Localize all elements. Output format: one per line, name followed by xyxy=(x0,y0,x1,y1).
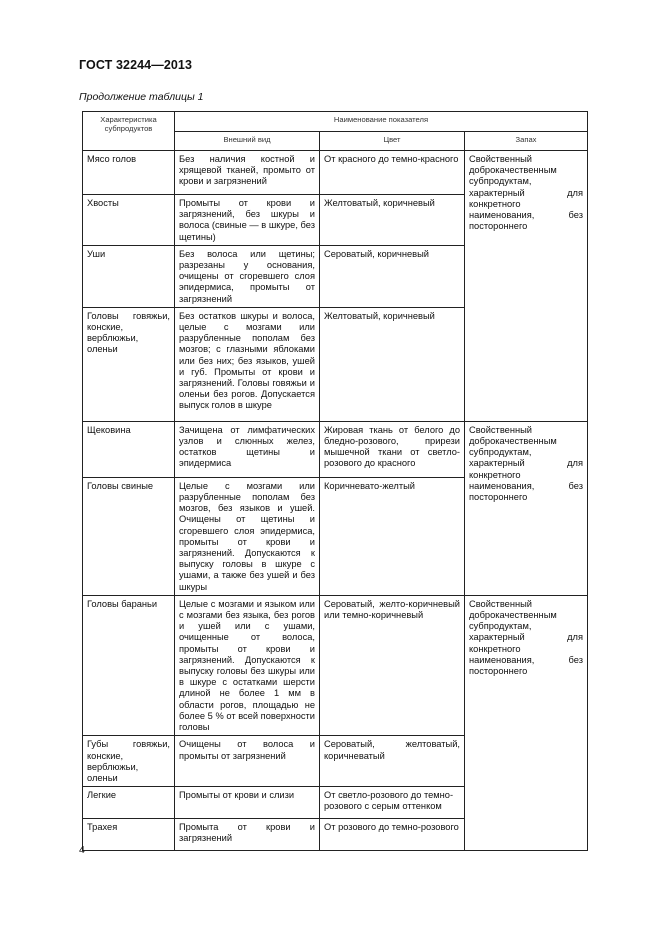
row-look: Очищены от волоса и промыты от загрязнений xyxy=(175,736,320,787)
row-look: Промыты от крови и слизи xyxy=(175,787,320,819)
table-row xyxy=(83,151,588,195)
row-name: Мясо голов xyxy=(83,151,175,195)
row-look: Промыты от крови и загрязнений, без шкуры и волоса (свиные — в шкуре, без щетины) xyxy=(175,195,320,246)
row-look: Целые с мозгами и языком или с мозгами без языка, без рогов и ушей или с ушами, очищенные от волоса, промыты от крови и загрязнений. Допускаются к выпуску головы без шкуры или в шкуре с остатками шерсти длиной не более 1 мм в области рогов, площадью не более 5 % от всей поверхности головы xyxy=(175,595,320,735)
row-color: От розового до темно-розового xyxy=(320,819,465,851)
row-name: Хвосты xyxy=(83,195,175,246)
row-color: От красного до темно-красного xyxy=(320,151,465,195)
table-caption: Продолжение таблицы 1 xyxy=(79,91,204,103)
row-smell: Свойственный доброкачественным субпродуктам, характерный для конкретного наименования, без постороннего xyxy=(465,595,588,850)
row-look: Без остатков шкуры и волоса, целые с мозгами или разрубленные пополам без мозгов; с глазными яблоками или без них; без языков, ушей и губ. Промыты от крови и загрязнений. Головы говяжьи и оленьи без рогов. Допускается выпуск голов в шкуре xyxy=(175,307,320,421)
row-color: Сероватый, коричневый xyxy=(320,245,465,307)
row-look: Без волоса или щетины; разрезаны у основания, очищены от сгоревшего слоя эпидермиса, промыты от загрязнений xyxy=(175,245,320,307)
row-color: Жировая ткань от белого до бледно-розового, прирези мышечной ткани от светло-розового до красного xyxy=(320,421,465,477)
row-name: Головы говяжьи, конские, верблюжьи, оленьи xyxy=(83,307,175,421)
header-color: Цвет xyxy=(320,132,465,151)
row-name: Головы свиные xyxy=(83,477,175,595)
table-row xyxy=(83,595,588,735)
row-smell: Свойственный доброкачественным субпродуктам, характерный для конкретного наименования, без постороннего xyxy=(465,151,588,422)
row-look: Без наличия костной и хрящевой тканей, промыто от крови и загрязнений xyxy=(175,151,320,195)
row-color: Желтоватый, коричневый xyxy=(320,195,465,246)
row-color: Желтоватый, коричневый xyxy=(320,307,465,421)
page-number: 4 xyxy=(79,844,85,856)
row-color: Коричневато-желтый xyxy=(320,477,465,595)
header-indicator-group: Наименование показателя xyxy=(175,112,588,132)
header-smell: Запах xyxy=(465,132,588,151)
row-name: Губы говяжьи, конские, верблюжьи, оленьи xyxy=(83,736,175,787)
row-color: От светло-розового до темно-розового с серым оттенком xyxy=(320,787,465,819)
row-color: Сероватый, желтоватый, коричневатый xyxy=(320,736,465,787)
row-name: Легкие xyxy=(83,787,175,819)
row-look: Зачищена от лимфатических узлов и слюнных желез, остатков щетины и эпидермиса xyxy=(175,421,320,477)
row-smell: Свойственный доброкачественным субпродуктам, характерный для конкретного наименования, без постороннего xyxy=(465,421,588,595)
row-name: Уши xyxy=(83,245,175,307)
header-look: Внешний вид xyxy=(175,132,320,151)
table-row xyxy=(83,421,588,477)
row-name: Головы бараньи xyxy=(83,595,175,735)
indicators-table xyxy=(82,111,588,851)
row-look: Целые с мозгами или разрубленные пополам без мозгов, без языков и ушей. Очищены от щетины и сгоревшего слоя эпидермиса, промыты от крови и загрязнений. Допускаются к выпуску головы в шкуре с ушами, а также без ушей и без шкуры xyxy=(175,477,320,595)
row-name: Трахея xyxy=(83,819,175,851)
row-name: Щековина xyxy=(83,421,175,477)
row-color: Сероватый, желто-коричневый или темно-коричневый xyxy=(320,595,465,735)
row-look: Промыта от крови и загрязнений xyxy=(175,819,320,851)
header-characteristic: Характеристика субпродуктов xyxy=(83,112,175,151)
document-title: ГОСТ 32244—2013 xyxy=(79,58,193,72)
